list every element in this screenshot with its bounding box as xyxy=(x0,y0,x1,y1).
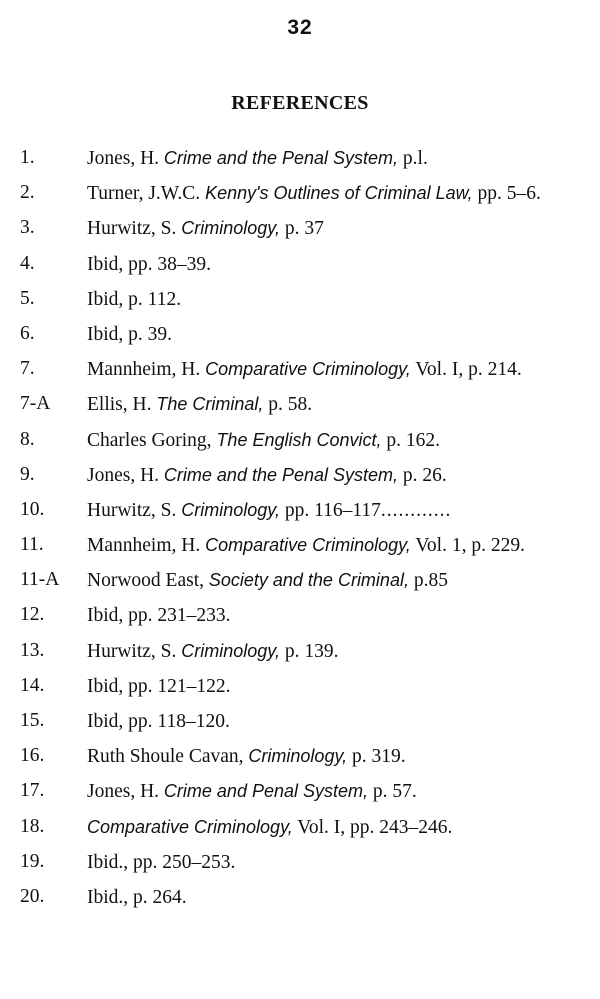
reference-item xyxy=(0,286,600,313)
reference-number: 20. xyxy=(20,885,45,907)
reference-author: Ibid, pp. 118–120. xyxy=(87,711,230,732)
reference-item xyxy=(0,427,600,454)
reference-author: Ibid, pp. 38–39. xyxy=(87,253,212,275)
reference-title: Kenny's Outlines of Criminal Law, xyxy=(205,183,473,204)
reference-item xyxy=(0,849,600,876)
reference-item xyxy=(0,743,600,770)
reference-text xyxy=(87,567,581,594)
reference-text xyxy=(87,145,581,172)
reference-author: Ellis, H. xyxy=(87,394,157,416)
reference-author: Mannheim, H. xyxy=(87,535,206,557)
reference-item xyxy=(0,391,600,418)
reference-item xyxy=(0,497,600,524)
reference-number: 11. xyxy=(20,534,44,556)
reference-text xyxy=(87,391,581,418)
reference-pages: p. 26. xyxy=(398,464,447,486)
reference-leader-dots: ............ xyxy=(380,499,452,521)
reference-author: Ibid, p. 39. xyxy=(87,323,173,345)
reference-item xyxy=(0,321,600,348)
reference-text xyxy=(87,638,581,665)
reference-number: 8. xyxy=(20,428,35,450)
reference-number: 7-A xyxy=(20,393,51,415)
reference-text xyxy=(87,708,581,735)
reference-number: 12. xyxy=(20,604,45,626)
reference-text xyxy=(87,427,581,454)
reference-text xyxy=(87,180,581,207)
reference-number: 3. xyxy=(20,217,35,239)
reference-pages: p.l. xyxy=(398,148,428,169)
reference-pages: p.85 xyxy=(408,570,448,592)
reference-item xyxy=(0,215,600,242)
reference-title: The Criminal, xyxy=(156,394,264,415)
reference-number: 5. xyxy=(20,287,35,309)
reference-number: 18. xyxy=(20,815,45,837)
reference-title: Comparative Criminology, xyxy=(87,816,293,837)
page-number: 32 xyxy=(287,16,313,39)
reference-number: 9. xyxy=(20,463,35,485)
reference-number: 14. xyxy=(20,674,45,696)
reference-author: Ibid., p. 264. xyxy=(87,886,187,908)
reference-item xyxy=(0,884,600,911)
reference-pages: p. 162. xyxy=(381,429,441,451)
reference-text xyxy=(87,743,581,770)
reference-pages: p. 319. xyxy=(347,746,406,768)
reference-author: Ibid, pp. 121–122. xyxy=(87,675,231,697)
reference-number: 15. xyxy=(20,710,45,731)
reference-author: Ibid, pp. 231–233. xyxy=(87,605,231,627)
reference-pages: Vol. I, pp. 243–246. xyxy=(292,816,453,838)
reference-text xyxy=(87,462,581,489)
reference-title: Criminology, xyxy=(181,640,280,661)
reference-item xyxy=(0,462,600,489)
reference-item xyxy=(0,708,600,735)
reference-text xyxy=(87,778,581,805)
reference-author: Jones, H. xyxy=(87,464,164,486)
reference-item xyxy=(0,356,600,383)
reference-pages: p. 139. xyxy=(279,640,339,662)
reference-item xyxy=(0,251,600,278)
reference-pages: p. 57. xyxy=(368,781,417,803)
reference-title: Comparative Criminology, xyxy=(205,359,411,380)
reference-item xyxy=(0,814,600,841)
reference-item xyxy=(0,778,600,805)
reference-author: Jones, H. xyxy=(87,148,164,169)
reference-title: Comparative Criminology, xyxy=(205,535,411,556)
reference-text xyxy=(87,215,581,242)
reference-title: Criminology, xyxy=(181,499,280,520)
reference-author: Jones, H. xyxy=(87,781,164,803)
reference-author: Ibid., pp. 250–253. xyxy=(87,851,236,873)
reference-pages: pp. 5–6. xyxy=(472,183,541,205)
reference-author: Hurwitz, S. xyxy=(87,640,182,662)
reference-pages: Vol. 1, p. 229. xyxy=(410,535,525,557)
reference-number: 16. xyxy=(20,745,45,767)
reference-number: 6. xyxy=(20,322,35,344)
reference-title: Criminology, xyxy=(181,218,280,239)
reference-title: Criminology, xyxy=(248,746,348,767)
reference-item xyxy=(0,673,600,700)
reference-list xyxy=(0,145,600,919)
reference-item xyxy=(0,567,600,594)
reference-title: Crime and the Penal System, xyxy=(163,464,399,485)
reference-text xyxy=(87,321,581,348)
reference-number: 1. xyxy=(20,147,35,168)
reference-author: Ruth Shoule Cavan, xyxy=(87,746,249,768)
reference-text xyxy=(87,497,581,524)
reference-pages: Vol. I, p. 214. xyxy=(410,359,522,381)
reference-author: Norwood East, xyxy=(87,570,209,592)
reference-text xyxy=(87,532,581,559)
reference-item xyxy=(0,180,600,207)
reference-author: Charles Goring, xyxy=(87,429,217,451)
reference-item xyxy=(0,532,600,559)
reference-text xyxy=(87,849,581,876)
reference-pages: p. 37 xyxy=(279,218,324,240)
reference-title: The English Convict, xyxy=(216,429,382,450)
reference-pages: pp. 116–117 xyxy=(279,499,381,521)
reference-item xyxy=(0,145,600,172)
reference-text xyxy=(87,673,581,700)
reference-text xyxy=(87,884,581,911)
reference-text xyxy=(87,602,581,629)
reference-item xyxy=(0,638,600,665)
reference-text xyxy=(87,814,581,841)
reference-title: Crime and Penal System, xyxy=(163,781,369,802)
reference-author: Turner, J.W.C. xyxy=(87,183,206,205)
reference-number: 7. xyxy=(20,358,35,380)
reference-number: 17. xyxy=(20,780,45,802)
reference-number: 11-A xyxy=(20,569,60,591)
reference-title: Crime and the Penal System, xyxy=(163,148,399,168)
reference-item xyxy=(0,602,600,629)
reference-pages: p. 58. xyxy=(263,394,313,416)
reference-text xyxy=(87,286,581,313)
reference-author: Mannheim, H. xyxy=(87,359,206,381)
reference-number: 10. xyxy=(20,498,45,520)
reference-number: 4. xyxy=(20,252,35,274)
reference-text xyxy=(87,356,581,383)
reference-author: Ibid, p. 112. xyxy=(87,288,182,310)
reference-number: 2. xyxy=(20,182,35,204)
reference-title: Society and the Criminal, xyxy=(208,570,409,591)
reference-author: Hurwitz, S. xyxy=(87,218,182,240)
reference-text xyxy=(87,251,581,278)
reference-number: 13. xyxy=(20,639,45,661)
reference-number: 19. xyxy=(20,850,45,872)
references-heading: REFERENCES xyxy=(231,92,369,114)
reference-author: Hurwitz, S. xyxy=(87,499,182,521)
